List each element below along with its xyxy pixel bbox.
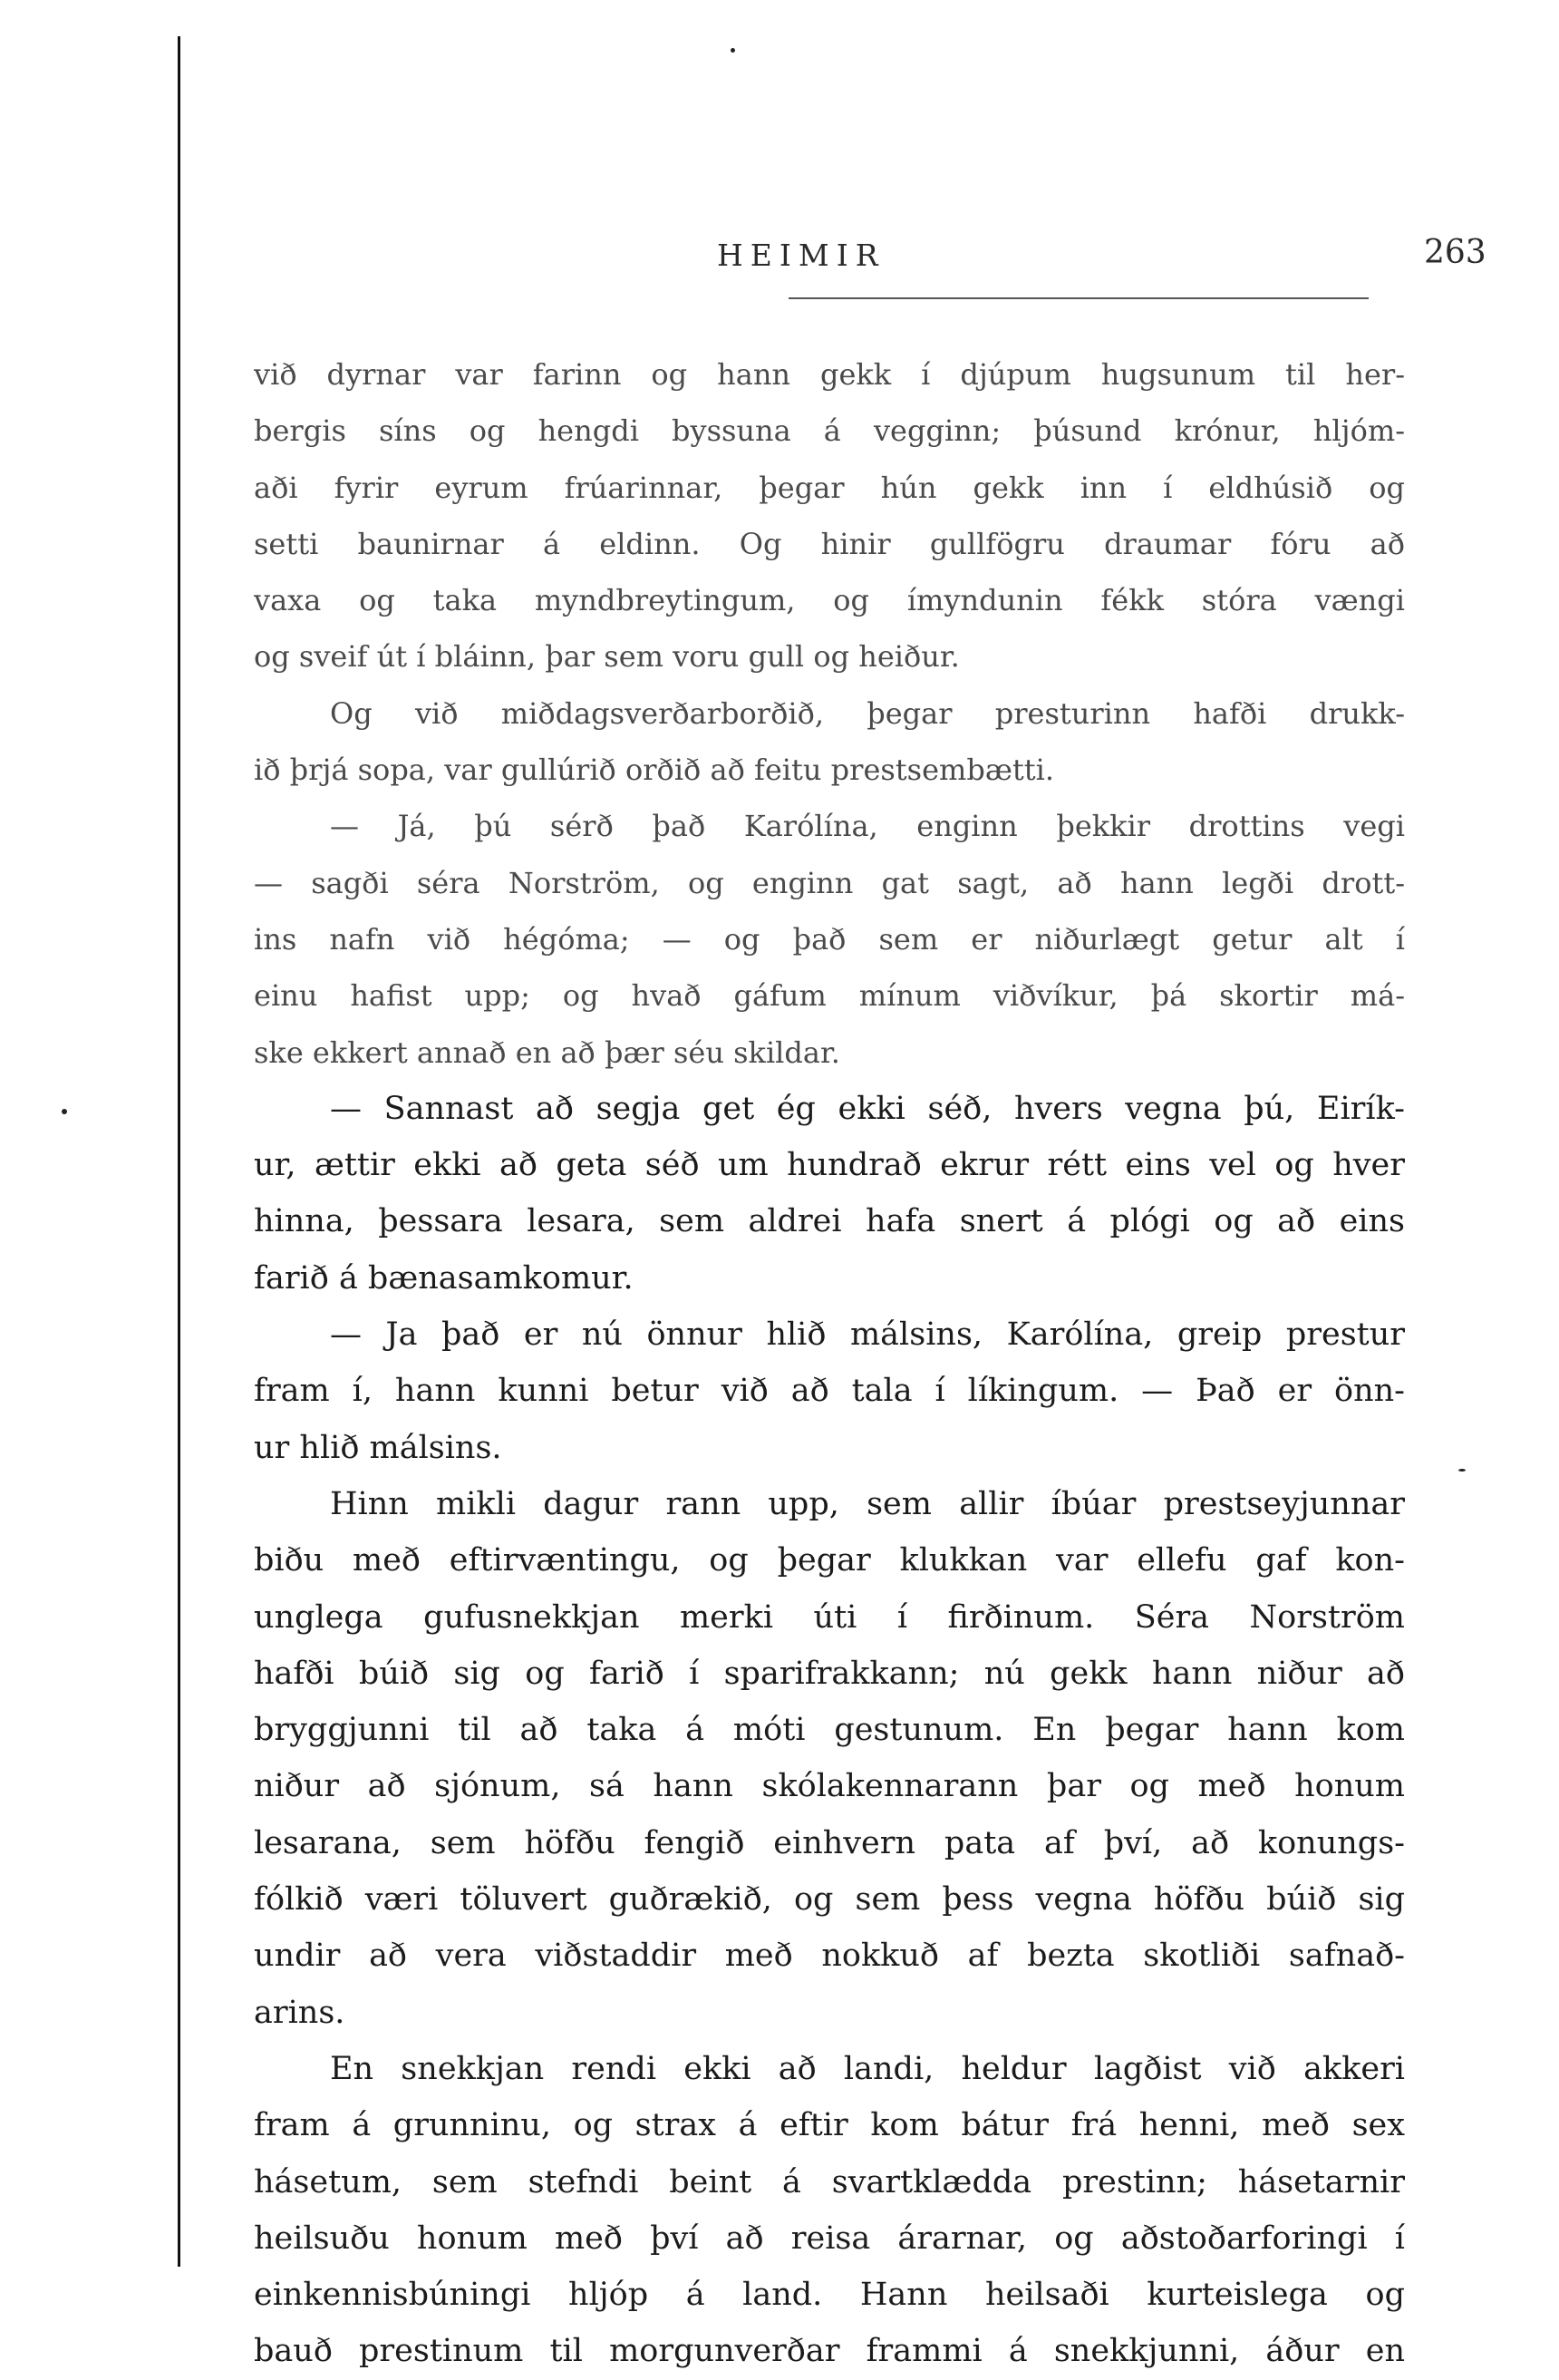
text-line: En snekkjan rendi ekki að landi, heldur lagðist við akkeri <box>330 2050 1405 2087</box>
text-line: og sveif út í bláinn, þar sem voru gull og heiður. <box>254 639 960 675</box>
text-line: Hinn mikli dagur rann upp, sem allir íbúar prestseyjunnar <box>330 1485 1405 1522</box>
dust-speck <box>731 48 735 53</box>
page-header <box>272 234 1486 292</box>
text-line: bryggjunni til að taka á móti gestunum. En þegar hann kom <box>254 1712 1405 1749</box>
text-line: aði fyrir eyrum frúarinnar, þegar hún gekk inn í eldhúsið og <box>254 470 1405 505</box>
text-line: biðu með eftirvæntingu, og þegar klukkan var ellefu gaf kon- <box>254 1542 1405 1579</box>
binding-edge-line <box>178 36 180 2267</box>
dust-speck <box>62 1109 67 1114</box>
text-line: ur, ættir ekki að geta séð um hundrað ekrur rétt eins vel og hver <box>254 1147 1405 1184</box>
text-line: fram á grunninu, og strax á eftir kom bátur frá henni, með sex <box>254 2107 1405 2144</box>
text-line: bergis síns og hengdi byssuna á vegginn; þúsund krónur, hljóm- <box>254 413 1405 449</box>
text-line: unglega gufusnekkjan merki úti í firðinum. Séra Norström <box>254 1598 1405 1636</box>
text-line: niður að sjónum, sá hann skólakennarann þar og með honum <box>254 1768 1405 1805</box>
text-line: undir að vera viðstaddir með nokkuð af bezta skotliði safnað- <box>254 1938 1405 1975</box>
text-line: ske ekkert annað en að þær séu skildar. <box>254 1035 840 1070</box>
text-line: hásetum, sem stefndi beint á svartklædda prestinn; hásetarnir <box>254 2163 1405 2200</box>
text-line: við dyrnar var farinn og hann gekk í djúpum hugsunum til her- <box>254 357 1405 392</box>
dust-speck <box>1458 1469 1466 1472</box>
text-line: einu hafist upp; og hvað gáfum mínum viðvíkur, þá skortir má- <box>254 978 1405 1014</box>
text-line: — sagði séra Norström, og enginn gat sagt, að hann legði drott- <box>254 865 1405 900</box>
text-line: fram í, hann kunni betur við að tala í líkingum. — Það er önn- <box>254 1373 1405 1410</box>
text-line: ur hlið málsins. <box>254 1429 502 1466</box>
text-line: einkennisbúningi hljóp á land. Hann heilsaði kurteislega og <box>254 2277 1405 2314</box>
text-line: — Ja það er nú önnur hlið málsins, Karólína, greip prestur <box>330 1316 1405 1354</box>
text-line: hinna, þessara lesara, sem aldrei hafa snert á plógi og að eins <box>254 1203 1405 1240</box>
text-line: ins nafn við hégóma; — og það sem er niðurlægt getur alt í <box>254 921 1405 957</box>
body-text <box>254 346 1405 2380</box>
text-line: lesarana, sem höfðu fengið einhvern pata af því, að konungs- <box>254 1824 1405 1861</box>
page-number: 263 <box>1424 234 1486 271</box>
text-line: heilsuðu honum með því að reisa árarnar, og aðstoðarforingi í <box>254 2220 1405 2257</box>
text-line: bauð prestinum til morgunverðar frammi á snekkjunni, áður en <box>254 2333 1405 2370</box>
header-rule <box>789 297 1369 299</box>
text-line: farið á bænasamkomur. <box>254 1259 634 1297</box>
text-line: fólkið væri töluvert guðrækið, og sem þess vegna höfðu búið sig <box>254 1881 1405 1919</box>
running-title: HEIMIR <box>717 238 886 273</box>
text-line: ið þrjá sopa, var gullúrið orðið að feitu prestsembætti. <box>254 753 1055 788</box>
text-line: Og við miðdagsverðarborðið, þegar presturinn hafði drukk- <box>330 695 1405 731</box>
text-line: — Já, þú sérð það Karólína, enginn þekkir drottins vegi <box>330 809 1405 844</box>
text-line: vaxa og taka myndbreytingum, og ímyndunin fékk stóra vængi <box>254 583 1405 618</box>
text-line: setti baunirnar á eldinn. Og hinir gullfögru draumar fóru að <box>254 526 1405 561</box>
text-line: hafði búið sig og farið í sparifrakkann; nú gekk hann niður að <box>254 1655 1405 1692</box>
text-line: — Sannast að segja get ég ekki séð, hvers vegna þú, Eirík- <box>330 1090 1405 1127</box>
text-line: arins. <box>254 1994 345 2031</box>
